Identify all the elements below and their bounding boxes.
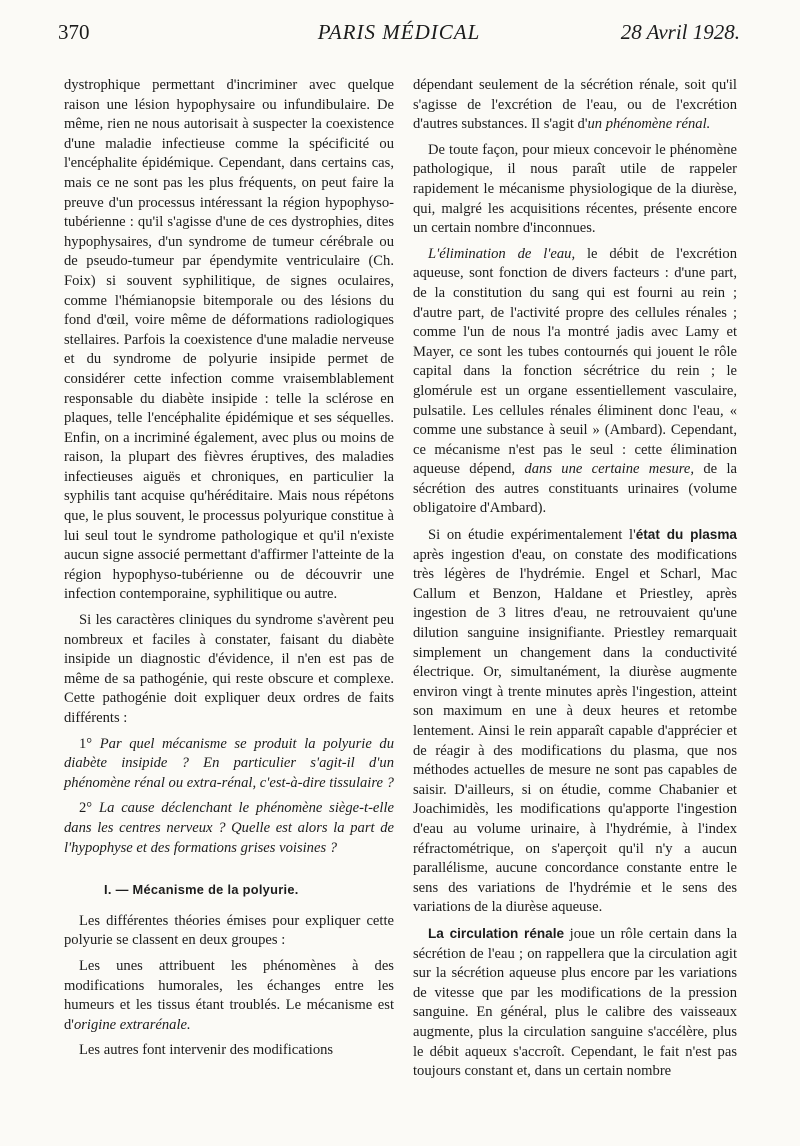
question-number: 2°	[79, 800, 93, 817]
question-text: La cause déclenchant le phénomène siège-t-elle dans les centres nerveux ? Quelle est alors la part de l'hypophyse et des formations grises voisines ?	[64, 800, 395, 856]
paragraph-text: de la sécrétion des autres constituants urinaires (volume obligatoire d'Ambard).	[413, 461, 737, 517]
paragraph: De toute façon, pour mieux concevoir le phénomène pathologique, il nous paraît utile de rappeler rapidement le mécanisme physiologique de la diurèse, qui, malgré les acquisitions récentes, présente encore un certain nombre d'inconnues.	[413, 141, 737, 237]
running-header	[58, 20, 740, 54]
issue-date: 28 Avril 1928.	[620, 20, 740, 44]
question-item	[64, 735, 394, 794]
question-text: Par quel mécanisme se produit la polyurie du diabète insipide ? En particulier s'agit-il d'un phénomène rénal ou extra-rénal, c'est-à-dire tissulaire ?	[64, 735, 394, 791]
paragraph	[413, 76, 737, 135]
section-heading: I. — Mécanisme de la polyurie.	[104, 882, 299, 898]
emphasis-text: dans une certaine mesure,	[524, 461, 695, 478]
right-column	[413, 76, 737, 1088]
paragraph-text: Les unes attribuent les phénomènes à des modifications humorales, les échanges entre les humeurs et les tissus étant troublés. Le mécanisme est d'	[64, 957, 394, 1033]
paragraph: Les différentes théories émises pour expliquer cette polyurie se classent en deux groupes :	[64, 912, 394, 949]
question-item	[64, 799, 394, 858]
paragraph	[413, 924, 737, 1082]
journal-title: PARIS MÉDICAL	[317, 20, 481, 44]
paragraph: dystrophique permettant d'incriminer avec quelque raison une lésion hypophysaire ou infundibulaire. De même, rien ne nous autorisait à suspecter la coexistence d'une maladie infectieuse comme la spécificité ou l'encéphalite épidémique. Cependant, dans certains cas, mais ce ne sont pas les plus fréquents, on peut faire la preuve d'un processus intéressant la région hypophyso-tubérienne : qu'il s'agisse d'une de ces dystrophies, dites hypophysaires, d'un syndrome de tumeur cérébrale ou de pseudo-tumeur par épendymite ventriculaire (Ch. Foix) si souvent syphilitique, de signes oculaires, comme l'hémianopsie bitemporale ou des lésions du fond d'œil, voire même de déformations radiologiques stellaires. Parfois la coexistence d'une maladie nerveuse et du syndrome de polyurie insipide permet de considérer cette infection comme vraisemblablement responsable du diabète insipide : telle la sclérose en plaques, telle l'encéphalite épidémique et ses séquelles. Enfin, on a incriminé également, avec plus ou moins de raison, la plupart des fièvres éruptives, des maladies infectieuses aiguës et chroniques, en particulier la syphilis tant acquise qu'héréditaire. Mais nous répétons que, le plus souvent, le processus polyurique constitue à lui seul tout le syndrome pathologique et qu'il n'existe aucun signe associé permettant d'affirmer l'atteinte de la région hypophyso-tubérienne ou de découvrir une infection contemporaine, syphilitique ou autre.	[64, 77, 394, 603]
bold-term: La circulation rénale	[428, 925, 565, 941]
paragraph-text: le débit de l'excrétion aqueuse, sont fonction de divers facteurs : d'une part, de la constitution du sang qui est fourni au rein ; d'autre part, de l'activité propre des cellules rénales ; comme l'un de nous l'a montré jadis avec Lamy et Mayer, ce sont les tubes contournés qui jouent le rôle capital dans la fonction sécrétrice du rein ; le glomérule est un organe essentiellement vasculaire, pulsatile. Les cellules rénales éliminent donc l'eau, « comme une substance à seuil » (Ambard). Cependant, ce mécanisme n'est pas le seul : cette élimination aqueuse dépend,	[413, 245, 737, 478]
emphasis-text: un phénomène rénal.	[587, 116, 711, 133]
paragraph-text: Si on étudie expérimentalement l'	[428, 527, 636, 544]
paragraph	[64, 957, 394, 1035]
paragraph-text: dépendant seulement de la sécrétion rénale, soit qu'il s'agisse de l'excrétion de l'eau, ou de l'excrétion d'autres substances. Il s'agit d'	[413, 77, 737, 133]
bold-term: état du plasma	[635, 527, 737, 543]
paragraph: Les autres font intervenir des modifications	[79, 1042, 334, 1059]
paragraph: Si les caractères cliniques du syndrome s'avèrent peu nombreux et faciles à constater, faisant du diabète insipide un diagnostic d'évidence, il n'en est pas de même de sa pathogénie, qui reste obscure et complexe. Cette pathogénie doit expliquer deux ordres de faits différents :	[64, 612, 394, 726]
paragraph-text: joue un rôle certain dans la sécrétion de l'eau ; on rappellera que la circulation agit sur la sécrétion aqueuse plus encore par les variations de vitesse que par les modifications de la pression sanguine. En général, plus le calibre des vaisseaux augmente, plus la circulation sanguine s'accélère, plus le débit aqueux s'accroît. Cependant, le fait n'est pas toujours constant et, dans un certain nombre	[413, 925, 737, 1080]
paragraph	[413, 525, 737, 918]
question-number: 1°	[79, 735, 93, 752]
paragraph	[413, 245, 737, 519]
paragraph-lead: L'élimination de l'eau,	[428, 245, 576, 262]
page-number: 370	[58, 20, 90, 44]
emphasis-text: origine extrarénale.	[73, 1016, 191, 1033]
paragraph-text: après ingestion d'eau, on constate des modifications très légères de l'hydrémie. Engel et Scharl, Mac Callum et Benzon, Haldane et Priestley, après ingestion de 3 litres d'eau, ne retrouvaient qu'une dilution sanguine insignifiante. Priestley remarquait simplement un changement dans la conductivité électrique. Or, simultanément, la diurèse augmente environ vingt à trente minutes après l'ingestion, atteint son maximum en une à deux heures et retombe lentement. Ainsi le rein apparaît capable d'apprécier et de réagir à des modifications du plasma, que nos méthodes actuelles de mesure ne sont pas capables de saisir. D'ailleurs, si on étudie, comme Chabanier et Joachimidès, les modifications qu'apporte l'ingestion d'eau au volume urinaire, à l'hydrémie, à l'index réfractométrique, on s'aperçoit qu'il n'y a aucun parallélisme, aucune concordance constante entre le sens des variations de l'hydrémie et le sens des variations de la diurèse aqueuse.	[413, 546, 737, 916]
left-column	[64, 76, 394, 1067]
